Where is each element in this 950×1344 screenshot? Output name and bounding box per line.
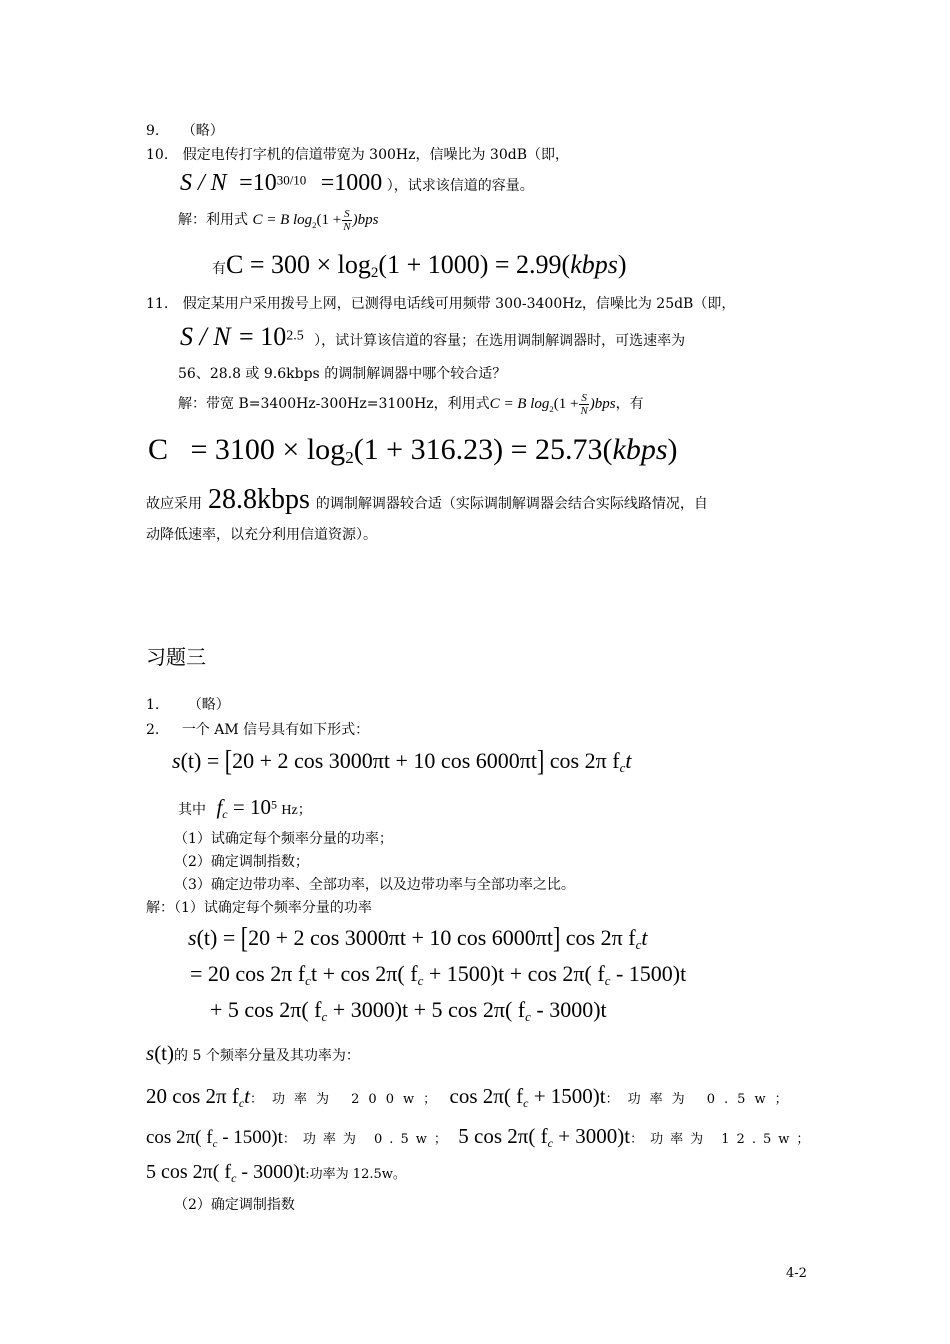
question-2-solution: （2）确定调制指数 <box>174 1197 295 1213</box>
formula-eq: = B log <box>499 396 550 412</box>
snr-base: = 10 <box>239 322 287 351</box>
conclusion-line-1 <box>146 484 708 520</box>
question-2: （2）确定调制指数； <box>174 854 309 870</box>
eq-tail: cos 2π f <box>544 748 620 773</box>
components-intro <box>146 1038 360 1071</box>
c3-sub: c <box>212 1137 218 1150</box>
solution-11-formula-line <box>178 386 644 422</box>
conclusion-text: 的调制解调器较合适（实际调制解调器会结合实际线路情况，自 <box>315 496 708 512</box>
c3-power: ：功率为 0.5w； <box>282 1132 454 1147</box>
problem-number: 10. <box>146 147 169 163</box>
frac-den: N <box>343 220 351 233</box>
c4-sub: c <box>547 1135 553 1150</box>
ch3-problem-1 <box>146 696 230 714</box>
frac-den: N <box>580 404 588 417</box>
formula-close: )bps <box>589 396 616 412</box>
result-expr-a: C = 3100 × log <box>148 433 346 466</box>
where-exp: 5 <box>270 797 277 812</box>
problem-text: （略） <box>187 697 230 713</box>
section-title: 习题三 <box>146 645 206 669</box>
formula-eq: = B log <box>262 212 313 228</box>
snr-exponent: 30/10 <box>276 172 307 188</box>
snr-exponent: 2.5 <box>286 328 304 344</box>
result-unit: kbps <box>612 433 668 466</box>
frac-num: S <box>344 207 350 220</box>
eq-body: 20 + 2 cos 3000πt + 10 cos 6000πt <box>232 748 537 773</box>
c1-sub: c <box>238 1095 245 1110</box>
problem-number: 2. <box>146 722 160 738</box>
result-sub: 2 <box>345 447 354 467</box>
solution-10-result <box>212 248 627 286</box>
problem-text: 一个 AM 信号具有如下形式： <box>181 722 370 738</box>
solution-prefix: 解：利用式 <box>178 212 248 228</box>
line1-a: s <box>188 925 197 950</box>
snr-equation: $S / N =10^{30/10} =1000$ ），试求该信道的容量。 <box>180 170 534 196</box>
fraction-s-over-n <box>579 392 588 417</box>
line1-tail: cos 2π f <box>560 925 636 950</box>
solution-11-result <box>148 430 678 475</box>
snr-lhs: S / N <box>180 170 227 196</box>
where-sub: c <box>222 806 228 821</box>
problem-9 <box>146 122 224 140</box>
problem-text: （略） <box>181 123 224 139</box>
page-number: 4-2 <box>786 1266 807 1281</box>
result-prefix: 有 <box>212 261 226 277</box>
c5-end: - 3000)t <box>236 1161 306 1183</box>
problem-10 <box>146 146 569 164</box>
problem-text: 假定电传打字机的信道带宽为 300Hz，信噪比为 30dB（即， <box>182 147 569 163</box>
line3-sub2: c <box>525 1008 531 1024</box>
result-expr-b: (1 + 316.23) = 25.73( <box>353 433 613 466</box>
comp-t: (t) <box>154 1041 175 1065</box>
c2-end: + 1500)t <box>528 1084 606 1108</box>
problem-text-tail: ），试求该信道的容量。 <box>386 178 534 194</box>
c5-expr: 5 cos 2π( f <box>146 1161 232 1183</box>
eq-s: s <box>172 748 181 773</box>
c3-expr: cos 2π( f <box>146 1127 213 1148</box>
formula-close: )bps <box>352 212 379 228</box>
result-sub: 2 <box>370 264 379 281</box>
result-expr-b: (1 + 1000) = 2.99( <box>378 250 571 279</box>
comp-s: s <box>146 1041 155 1065</box>
formula-c: C <box>252 212 263 228</box>
line2-c: + 1500)t + cos 2π( f <box>423 961 605 986</box>
c3-end: - 1500)t <box>217 1127 283 1148</box>
line1-b: (t) = <box>196 925 241 950</box>
where-unit: Hz； <box>281 803 312 818</box>
c2-power: ：功率为 0.5w； <box>605 1092 797 1107</box>
snr-lhs: S / N <box>180 322 231 351</box>
eq-sub: c <box>619 759 626 775</box>
c2-expr: cos 2π( f <box>449 1084 524 1108</box>
derivation-line-3 <box>210 994 607 1029</box>
c1-power: ：功率为 200w； <box>250 1092 446 1107</box>
comp-text: 的 5 个频率分量及其功率为： <box>174 1048 360 1064</box>
formula-c: C <box>489 396 500 412</box>
c1-expr: 20 cos 2π f <box>146 1084 239 1108</box>
line3-c: - 3000)t <box>530 997 607 1022</box>
eq-end: t <box>625 748 632 773</box>
c4-power: ：功率为 12.5w； <box>630 1132 817 1147</box>
line2-sub1: c <box>305 972 311 988</box>
line2-b: t + cos 2π( f <box>310 961 418 986</box>
snr-equation-11 <box>180 320 685 358</box>
solution-header: 解：（1）试确定每个频率分量的功率 <box>146 900 372 916</box>
c1-end: t <box>244 1084 251 1108</box>
formula-sub: 2 <box>549 403 554 414</box>
c4-end: + 3000)t <box>552 1124 631 1148</box>
line1-sub: c <box>635 936 642 952</box>
component-line-2 <box>146 1120 816 1156</box>
where-fc-line <box>178 792 312 826</box>
derivation-line-2 <box>190 958 686 993</box>
problem-text-2: ），试计算该信道的容量；在选用调制解调器时，可选速率为 <box>314 333 686 349</box>
line2-d: - 1500)t <box>610 961 687 986</box>
problem-number: 9. <box>146 123 160 139</box>
question-3: （3）确定边带功率、全部功率，以及边带功率与全部功率之比。 <box>174 877 575 893</box>
derivation-line-1: s(t) = [20 + 2 cos 3000πt + 10 cos 6000πt] cos 2π $f_ct$ <box>188 920 648 955</box>
question-1: （1）试确定每个频率分量的功率； <box>174 831 393 847</box>
problem-text-3: 56、28.8 或 9.6kbps 的调制解调器中哪个较合适？ <box>178 366 507 382</box>
line3-sub1: c <box>321 1008 328 1024</box>
eq-t: (t) = <box>180 748 225 773</box>
where-eq: = 10 <box>227 795 271 819</box>
component-line-3 <box>146 1156 406 1191</box>
conclusion-rate: 28.8kbps <box>208 484 310 515</box>
line3-b: + 3000)t + 5 cos 2π( f <box>327 997 526 1022</box>
problem-text-1: 假定某用户采用拨号上网，已测得电话线可用频带 300-3400Hz，信噪比为 25dB（即， <box>182 296 736 312</box>
line1-end: t <box>641 925 648 950</box>
problem-11 <box>146 295 735 313</box>
solution-prefix: 解：带宽 B=3400Hz-300Hz=3100Hz，利用式 <box>178 396 490 412</box>
line2-sub3: c <box>604 972 611 988</box>
result-expr-c: ) <box>617 250 627 279</box>
frac-num: S <box>581 391 587 404</box>
formula-sub: 2 <box>312 219 317 230</box>
conclusion-prefix: 故应采用 <box>146 496 202 512</box>
am-signal-equation: s(t) = [20 + 2 cos 3000πt + 10 cos 6000πt] cos 2π $f_ct$ <box>172 743 632 778</box>
component-line-1 <box>146 1080 797 1116</box>
snr-base: 10 <box>252 170 277 196</box>
line1-body: 20 + 2 cos 3000πt + 10 cos 6000πt <box>248 925 553 950</box>
solution-10-formula-line <box>178 203 378 237</box>
conclusion-line-2: 动降低速率，以充分利用信道资源）。 <box>146 527 377 543</box>
line3-a: + 5 cos 2π( f <box>210 997 322 1022</box>
problem-number: 1. <box>146 697 160 713</box>
c5-power: :功率为 12.5w。 <box>305 1167 406 1182</box>
c4-expr: 5 cos 2π( f <box>458 1124 548 1148</box>
solution-suffix: ，有 <box>615 396 644 412</box>
problem-number: 11. <box>146 296 169 312</box>
where-prefix: 其中 <box>178 802 206 818</box>
result-unit: kbps <box>570 250 618 279</box>
c5-sub: c <box>231 1170 237 1185</box>
formula-open: (1 + <box>316 212 342 228</box>
where-f: f <box>216 795 223 819</box>
line2-a: = 20 cos 2π f <box>190 961 306 986</box>
c2-sub: c <box>523 1095 529 1110</box>
fraction-s-over-n <box>342 208 351 233</box>
line2-sub2: c <box>417 972 424 988</box>
result-expr-c: ) <box>667 433 678 466</box>
ch3-problem-2 <box>146 721 369 739</box>
result-expr-a: C = 300 × log <box>226 250 371 279</box>
snr-value: =1000 <box>320 170 383 196</box>
formula-open: (1 + <box>553 396 579 412</box>
